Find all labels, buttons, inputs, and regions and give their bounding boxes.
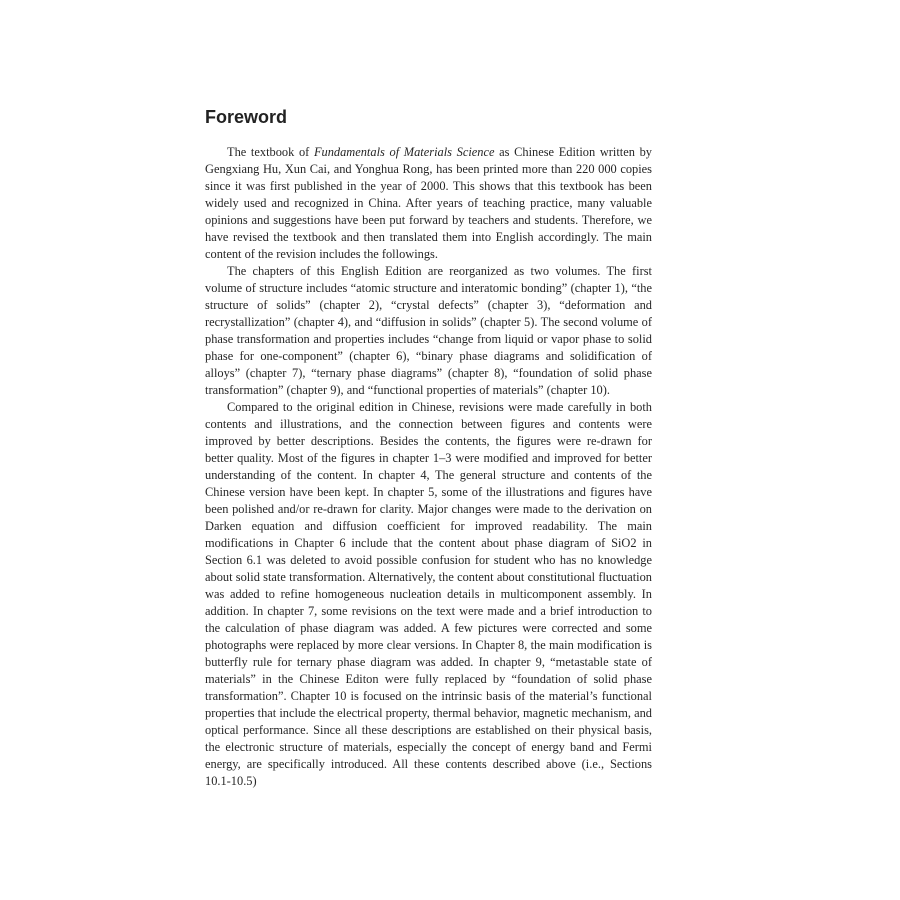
paragraph-1 bbox=[205, 144, 652, 263]
paragraph-1-text-start: The textbook of bbox=[227, 145, 314, 159]
paragraph-2-text: The chapters of this English Edition are reorganized as two volumes. The first volume of structure includes “atomic structure and interatomic bonding” (chapter 1), “the structure of solids” (chapter 2), “crystal defects” (chapter 3), “deformation and recrystallization” (chapter 4), and “diffusion in solids” (chapter 5). The second volume of phase transformation and properties includes “change from liquid or vapor phase to solid phase for one-component” (chapter 6), “binary phase diagrams and solidification of alloys” (chapter 7), “ternary phase diagrams” (chapter 8), “foundation of solid phase transformation” (chapter 9), and “functional properties of materials” (chapter 10). bbox=[205, 264, 652, 397]
paragraph-3-text: Compared to the original edition in Chinese, revisions were made carefully in both contents and illustrations, and the connection between figures and contents were improved by better descriptions. Besides the contents, the figures were re-drawn for better quality. Most of the figures in chapter 1–3 were modified and improved for better understanding of the content. In chapter 4, The general structure and contents of the Chinese version have been kept. In chapter 5, some of the illustrations and figures have been polished and/or re-drawn for clarity. Major changes were made to the derivation on Darken equation and diffusion coefficient for improved readability. The main modifications in Chapter 6 include that the content about phase diagram of SiO2 in Section 6.1 was deleted to avoid possible confusion for student who has no knowledge about solid state transformation. Alternatively, the content about constitutional fluctuation was added to refine homogeneous nucleation details in multicomponent assembly. In addition. In chapter 7, some revisions on the text were made and a brief introduction to the calculation of phase diagram was added. A few pictures were corrected and some photographs were replaced by more clear versions. In Chapter 8, the main modification is butterfly rule for ternary phase diagram was added. In chapter 9, “metastable state of materials” in the Chinese Editon were fully replaced by “foundation of solid phase transformation”. Chapter 10 is focused on the intrinsic basis of the material’s functional properties that include the electrical property, thermal behavior, magnetic mechanism, and optical performance. Since all these descriptions are established on their physical basis, the electronic structure of materials, especially the concept of energy band and Fermi energy, are specifically introduced. All these contents described above (i.e., Sections 10.1-10.5) bbox=[205, 400, 652, 788]
paragraph-1-text-end: as Chinese Edition written by Gengxiang Hu, Xun Cai, and Yonghua Rong, has been printed more than 220 000 copies since it was first published in the year of 2000. This shows that this textbook has been widely used and recognized in China. After years of teaching practice, many valuable opinions and suggestions have been put forward by teachers and students. Therefore, we have revised the textbook and then translated them into English accordingly. The main content of the revision includes the followings. bbox=[205, 145, 653, 261]
foreword-body bbox=[205, 144, 652, 790]
paragraph-2 bbox=[205, 263, 652, 399]
paragraph-3 bbox=[205, 399, 652, 790]
book-title-italic: Fundamentals of Materials Science bbox=[313, 145, 495, 159]
page-title: Foreword bbox=[205, 107, 288, 127]
